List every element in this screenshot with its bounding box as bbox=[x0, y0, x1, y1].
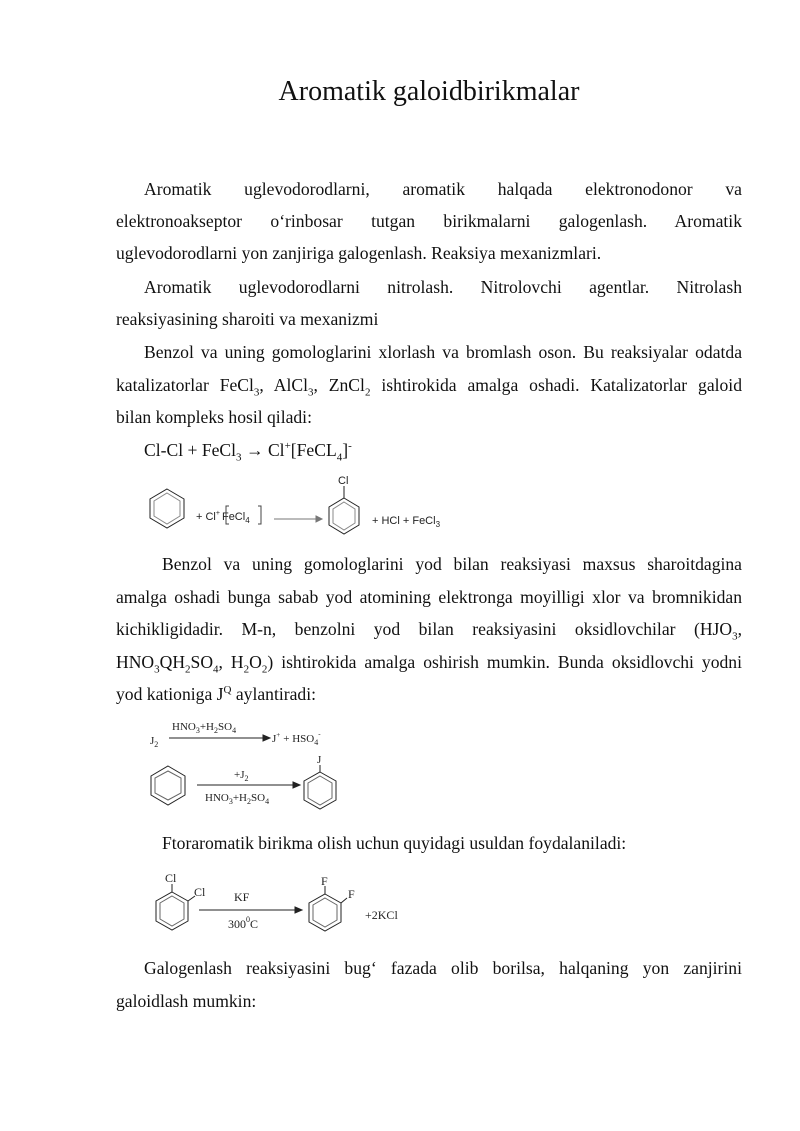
iodination-scheme bbox=[145, 714, 395, 824]
text-fragment: yod kationiga J bbox=[116, 684, 224, 704]
paragraph-3-line-2 bbox=[116, 369, 742, 402]
difluorobenzene-ring-icon bbox=[309, 886, 347, 931]
benzene-ring-icon bbox=[151, 766, 185, 805]
paragraph-2-line-1: Aromatik uglevodorodlarni nitrolash. Nitrolovchi agentlar. Nitrolash bbox=[144, 277, 742, 297]
text-fragment: Cl-Cl + FeCl bbox=[144, 440, 237, 460]
paragraph-6-line-2: galoidlash mumkin: bbox=[116, 991, 257, 1011]
dichlorobenzene-ring-icon bbox=[156, 884, 195, 930]
equation-chlorine-complex bbox=[144, 434, 770, 467]
iodine-cation-product-label: $J^+ + HSO_4^-$ bbox=[272, 730, 321, 747]
reaction-condition-label: $HNO_3+H_2SO_4$ bbox=[172, 721, 237, 735]
text-fragment: , AlCl bbox=[259, 375, 308, 395]
reaction-condition-label: $HNO_3+H_2SO_4$ bbox=[205, 792, 270, 806]
text-fragment: SO bbox=[190, 652, 214, 672]
byproducts-label: + HCl + FeCl$_3$ bbox=[372, 515, 441, 529]
text-fragment: HNO bbox=[116, 652, 155, 672]
paragraph-4-line-3 bbox=[116, 613, 742, 646]
reaction-arrow-icon bbox=[169, 735, 270, 741]
fluorine-substituent-label: F bbox=[348, 887, 355, 901]
fluorination-scheme bbox=[145, 866, 435, 946]
subscript: 2 bbox=[261, 663, 268, 676]
page-title: Aromatik galoidbirikmalar bbox=[278, 76, 580, 107]
iodine-reactant-label: $J_2$ bbox=[150, 735, 159, 749]
subscript: 3 bbox=[307, 386, 314, 399]
chlorine-substituent-label: Cl bbox=[338, 475, 349, 487]
paragraph-3-line-3: bilan kompleks hosil qiladi: bbox=[116, 407, 312, 427]
text-fragment: , bbox=[737, 619, 742, 639]
benzene-ring-icon bbox=[150, 489, 184, 528]
paragraph-4-line-2: amalga oshadi bunga sabab yod atomining elektronga moyilligi xlor va bromnikidan bbox=[116, 587, 742, 607]
subscript: 3 bbox=[732, 630, 738, 643]
text-fragment: aylantiradi: bbox=[231, 684, 316, 704]
text-fragment: O bbox=[249, 652, 262, 672]
subscript: 4 bbox=[213, 663, 219, 676]
paragraph-3-line-1: Benzol va uning gomologlarini xlorlash va bromlash oson. Bu reaksiyalar odatda bbox=[144, 342, 742, 362]
superscript: Q bbox=[223, 684, 232, 697]
paragraph-4-line-4 bbox=[116, 646, 742, 679]
paragraph-5: Ftoraromatik birikma olish uchun quyidagi usuldan foydalaniladi: bbox=[162, 833, 627, 853]
iodine-reagent-label: $+J_2$ bbox=[234, 769, 249, 783]
text-fragment: [FeCL bbox=[290, 440, 337, 460]
text-fragment: → Cl bbox=[241, 440, 285, 460]
superscript: - bbox=[348, 440, 352, 453]
reaction-arrow-icon bbox=[199, 907, 302, 913]
paragraph-6-line-1: Galogenlash reaksiyasini bug‘ fazada olib borilsa, halqaning yon zanjirini bbox=[144, 958, 742, 978]
paragraph-1-line-3: uglevodorodlarni yon zanjiriga galogenlash. Reaksiya mexanizmlari. bbox=[116, 243, 602, 263]
text-fragment: , H bbox=[218, 652, 244, 672]
paragraph-4-line-5 bbox=[116, 678, 742, 711]
subscript: 3 bbox=[236, 451, 242, 464]
fluorine-substituent-label: F bbox=[321, 874, 328, 888]
text-fragment: , ZnCl bbox=[313, 375, 365, 395]
text-fragment: ) ishtirokida amalga oshirish mumkin. Bunda oksidlovchi yodni bbox=[267, 652, 742, 672]
chlorine-substituent-label: Cl bbox=[194, 885, 206, 899]
text-fragment: QH bbox=[159, 652, 186, 672]
paragraph-4-line-1: Benzol va uning gomologlarini yod bilan reaksiyasi maxsus sharoitdagina bbox=[162, 554, 742, 574]
reaction-arrow-icon bbox=[274, 516, 322, 522]
temperature-label: $300^0C$ bbox=[228, 915, 259, 931]
subscript: 3 bbox=[154, 663, 160, 676]
subscript: 2 bbox=[185, 663, 191, 676]
text-fragment: ] bbox=[342, 440, 349, 460]
paragraph-2-line-2: reaksiyasining sharoiti va mexanizmi bbox=[116, 309, 379, 329]
reagent-label: KF bbox=[234, 890, 250, 904]
text-fragment: ishtirokida amalga oshadi. Katalizatorlar galoid bbox=[370, 375, 742, 395]
paragraph-1-line-2: elektronoakseptor o‘rinbosar tutgan birikmalarni galogenlash. Aromatik bbox=[116, 211, 742, 231]
byproduct-label: +2KCl bbox=[365, 908, 398, 922]
superscript: + bbox=[284, 440, 291, 453]
chlorobenzene-ring-icon bbox=[329, 486, 359, 534]
text-fragment: katalizatorlar FeCl bbox=[116, 375, 254, 395]
reagent-label: + Cl+ FeCl$_4$ bbox=[196, 510, 250, 525]
text-fragment: kichikligidadir. M-n, benzolni yod bilan reaksiyasini oksidlovchilar (HJO bbox=[116, 619, 733, 639]
chlorine-substituent-label: Cl bbox=[165, 871, 177, 885]
subscript: 2 bbox=[243, 663, 250, 676]
reaction-arrow-icon bbox=[197, 782, 300, 788]
iodobenzene-ring-icon bbox=[304, 765, 336, 809]
chlorination-scheme bbox=[140, 472, 470, 542]
paragraph-1-line-1: Aromatik uglevodorodlarni, aromatik halqada elektronodonor va bbox=[144, 179, 742, 199]
subscript: 4 bbox=[336, 451, 343, 464]
iodine-substituent-label: J bbox=[317, 754, 322, 766]
subscript: 2 bbox=[364, 386, 371, 399]
subscript: 3 bbox=[253, 386, 260, 399]
